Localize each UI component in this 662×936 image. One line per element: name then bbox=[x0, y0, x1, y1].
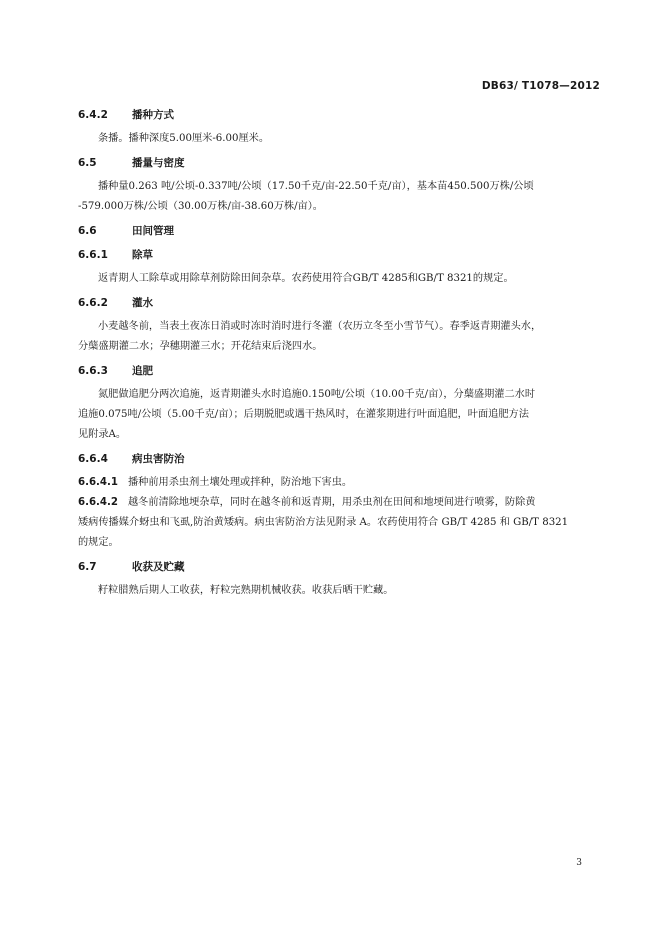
document-code-header: DB63/ T1078—2012 bbox=[481, 80, 600, 92]
heading-title: 播量与密度 bbox=[132, 157, 185, 169]
heading-title: 灌水 bbox=[132, 297, 153, 309]
item-number: 6.6.4.1 bbox=[78, 477, 118, 488]
paragraph-harvest: 籽粒腊熟后期人工收获，籽粒完熟期机械收获。收获后晒干贮藏。 bbox=[98, 585, 394, 596]
heading-number: 6.7 bbox=[78, 561, 97, 573]
heading-title: 播种方式 bbox=[132, 109, 174, 121]
item-6-6-4-2-line2: 矮病传播媒介蚜虫和飞虱,防治黄矮病。病虫害防治方法见附录 A。农药使用符合 GB/T 4285 和 GB/T 8321 bbox=[78, 517, 569, 528]
heading-number: 6.6 bbox=[78, 225, 97, 237]
item-text: 播种前用杀虫剂土壤处理或拌种，防治地下害虫。 bbox=[127, 477, 353, 488]
paragraph-sowing-method: 条播。播种深度5.00厘米-6.00厘米。 bbox=[98, 133, 270, 144]
heading-title: 除草 bbox=[132, 249, 153, 261]
item-text: 越冬前清除地埂杂草，同时在越冬前和返青期，用杀虫剂在田间和地埂间进行喷雾，防除黄 bbox=[127, 497, 536, 508]
item-6-6-4-2-line3: 的规定。 bbox=[78, 537, 119, 548]
heading-number: 6.6.4 bbox=[78, 453, 108, 465]
heading-title: 病虫害防治 bbox=[132, 453, 185, 465]
paragraph-irrigation-line1: 小麦越冬前，当表土夜冻日消或时冻时消时进行冬灌（农历立冬至小雪节气）。春季返青期灌头水， bbox=[98, 321, 542, 332]
heading-6-7 bbox=[78, 559, 600, 575]
heading-number: 6.5 bbox=[78, 157, 97, 169]
paragraph-topdressing-line2: 追施0.075吨/公顷（5.00千克/亩）；后期脱肥或遇干热风时，在灌浆期进行叶面追肥，叶面追肥方法 bbox=[78, 409, 529, 420]
heading-number: 6.6.3 bbox=[78, 365, 108, 377]
paragraph-topdressing-line1: 氮肥做追肥分两次追施，返青期灌头水时追施0.150吨/公顷（10.00千克/亩），分蘖盛期灌二水时 bbox=[98, 389, 536, 400]
heading-6-6-3 bbox=[78, 363, 600, 379]
item-6-6-4-2 bbox=[78, 493, 600, 513]
paragraph-seeding-rate-line1: 播种量0.263 吨/公顷-0.337吨/公顷（17.50千克/亩-22.50千克/亩），基本苗450.500万株/公顷 bbox=[98, 181, 534, 192]
heading-6-5 bbox=[78, 155, 600, 171]
heading-6-6 bbox=[78, 223, 600, 239]
paragraph-weeding: 返青期人工除草或用除草剂防除田间杂草。农药使用符合GB/T 4285和GB/T 8321的规定。 bbox=[98, 273, 514, 284]
heading-number: 6.6.1 bbox=[78, 249, 108, 261]
heading-number: 6.6.2 bbox=[78, 297, 108, 309]
heading-title: 追肥 bbox=[132, 365, 153, 377]
item-6-6-4-1 bbox=[78, 473, 600, 493]
heading-title: 田间管理 bbox=[132, 225, 174, 237]
heading-6-6-2 bbox=[78, 295, 600, 311]
paragraph-seeding-rate-line2: -579.000万株/公顷（30.00万株/亩-38.60万株/亩）。 bbox=[78, 201, 323, 212]
paragraph-irrigation-line2: 分蘖盛期灌二水；孕穗期灌三水；开花结束后浇四水。 bbox=[78, 341, 323, 352]
heading-6-4-2 bbox=[78, 107, 600, 123]
heading-title: 收获及贮藏 bbox=[132, 561, 185, 573]
heading-6-6-4 bbox=[78, 451, 600, 467]
document-body bbox=[78, 107, 600, 601]
heading-number: 6.4.2 bbox=[78, 109, 108, 121]
heading-6-6-1 bbox=[78, 247, 600, 263]
page-number: 3 bbox=[576, 858, 582, 868]
item-number: 6.6.4.2 bbox=[78, 497, 118, 508]
paragraph-topdressing-line3: 见附录A。 bbox=[78, 429, 127, 440]
